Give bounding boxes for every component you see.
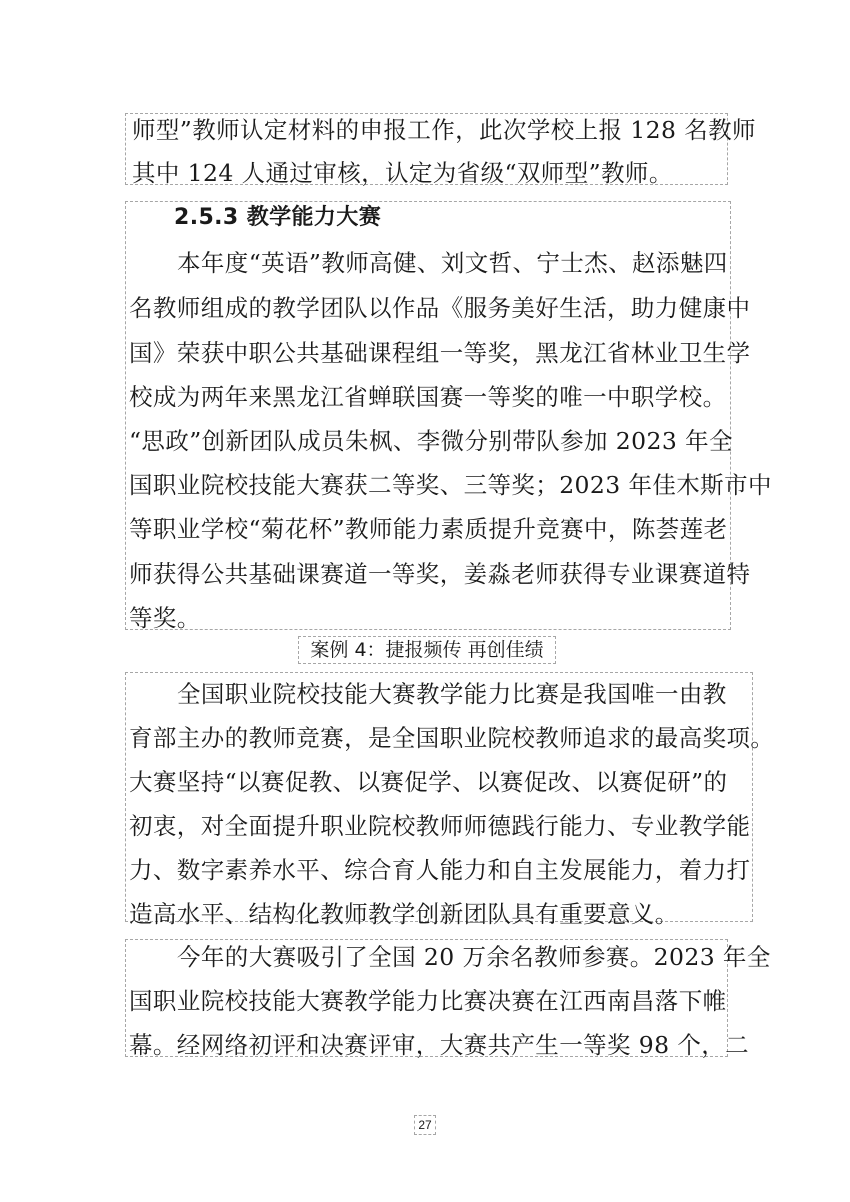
text-line: 育部主办的教师竞赛，是全国职业院校教师追求的最高奖项。: [129, 724, 775, 752]
text-line: 其中 124 人通过审核，认定为省级“双师型”教师。: [132, 159, 673, 187]
text-line: 校成为两年来黑龙江省蝉联国赛一等奖的唯一中职学校。: [129, 383, 727, 411]
text-line: 师获得公共基础课赛道一等奖，姜淼老师获得专业课赛道特: [129, 560, 751, 588]
text-line: 国职业院校技能大赛教学能力比赛决赛在江西南昌落下帷: [129, 987, 727, 1015]
page-number: 27: [414, 1115, 436, 1135]
text-line: 国职业院校技能大赛获二等奖、三等奖；2023 年佳木斯市中: [129, 471, 772, 499]
case-title: 案例 4：捷报频传 再创佳绩: [298, 636, 556, 664]
text-line: 力、数字素养水平、综合育人能力和自主发展能力，着力打: [129, 856, 751, 884]
text-line: 初衷，对全面提升职业院校教师师德践行能力、专业教学能: [129, 812, 751, 840]
text-line: 造高水平、结构化教师教学创新团队具有重要意义。: [129, 900, 679, 928]
text-line: 名教师组成的教学团队以作品《服务美好生活，助力健康中: [129, 294, 751, 322]
text-line: “思政”创新团队成员朱枫、李微分别带队参加 2023 年全: [129, 427, 733, 455]
text-line: 大赛坚持“以赛促教、以赛促学、以赛促改、以赛促研”的: [129, 768, 728, 796]
case-paragraph-2: [125, 939, 771, 1059]
text-line: 本年度“英语”教师高健、刘文哲、宁士杰、赵添魅四: [177, 249, 728, 277]
section-heading: 2.5.3 教学能力大赛: [174, 205, 382, 230]
text-line: 今年的大赛吸引了全国 20 万余名教师参赛。2023 年全: [177, 943, 771, 971]
text-line: 国》荣获中职公共基础课程组一等奖，黑龙江省林业卫生学: [129, 339, 751, 367]
text-line: 幕。经网络初评和决赛评审，大赛共产生一等奖 98 个，二: [129, 1031, 750, 1059]
text-line: 师型”教师认定材料的申报工作，此次学校上报 128 名教师: [132, 116, 756, 144]
paragraph-continuation: [125, 113, 756, 187]
text-line: 等职业学校“菊花杯”教师能力素质提升竞赛中，陈荟莲老: [129, 515, 728, 543]
case-paragraph-1: [125, 672, 775, 928]
text-line: 全国职业院校技能大赛教学能力比赛是我国唯一由教: [177, 680, 727, 708]
section-teaching-competition: [125, 201, 772, 632]
text-line: 等奖。: [129, 604, 201, 632]
